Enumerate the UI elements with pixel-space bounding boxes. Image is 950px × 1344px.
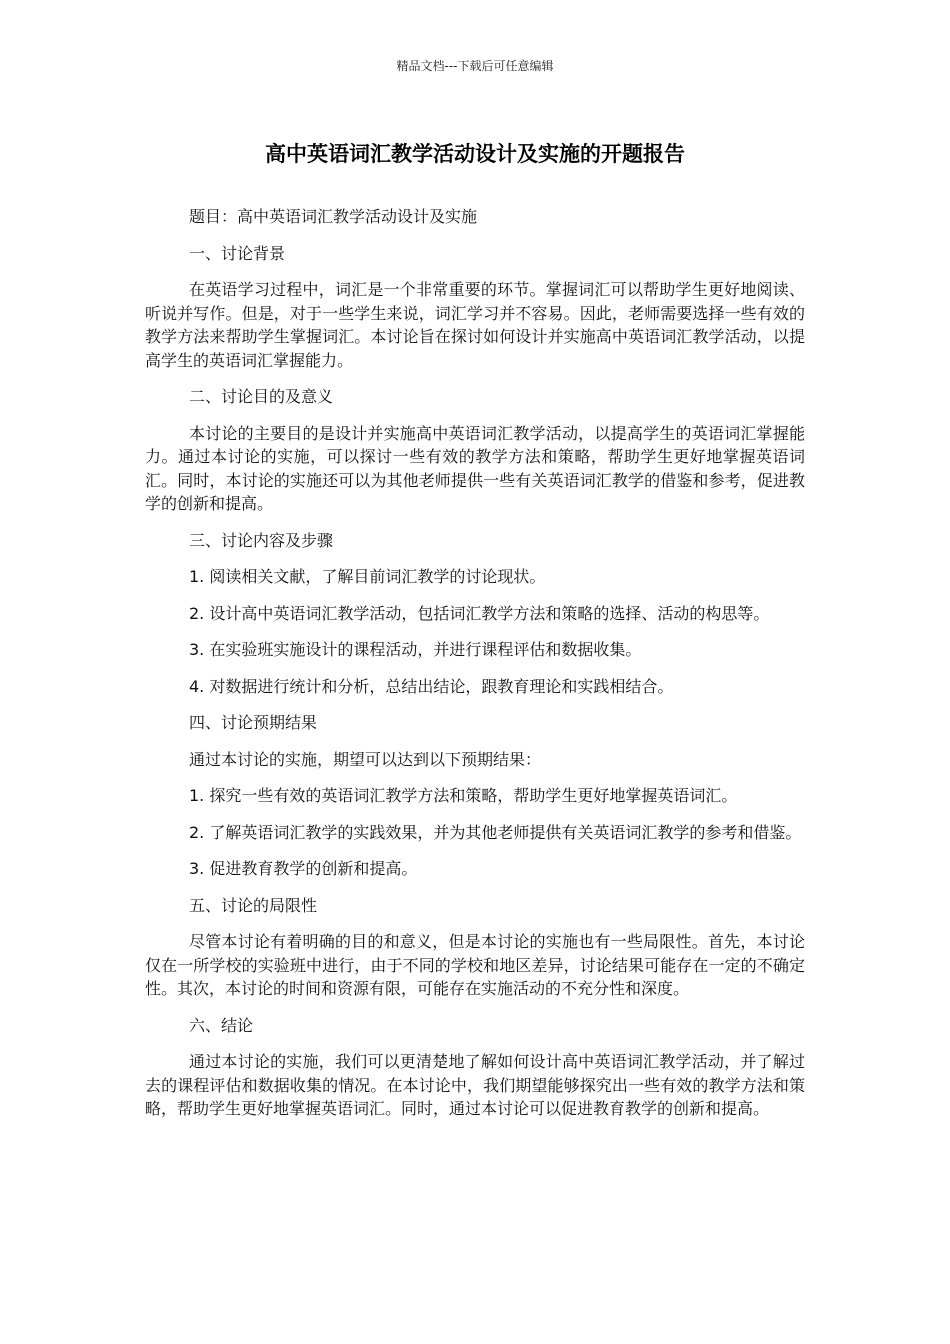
section-heading-limitations: 五、讨论的局限性 [189, 895, 318, 915]
list-item-result-3: 3. 促进教育教学的创新和提高。 [189, 859, 418, 878]
section-heading-conclusion: 六、结论 [189, 1015, 254, 1035]
document-title: 高中英语词汇教学活动设计及实施的开题报告 [265, 142, 685, 166]
list-item-step-4: 4. 对数据进行统计和分析，总结出结论，跟教育理论和实践相结合。 [189, 676, 674, 696]
list-item-step-3: 3. 在实验班实施设计的课程活动，并进行课程评估和数据收集。 [189, 640, 642, 659]
section-heading-background: 一、讨论背景 [189, 243, 286, 263]
topic-line: 题目：高中英语词汇教学活动设计及实施 [189, 207, 478, 226]
paragraph-expected-intro: 通过本讨论的实施，期望可以达到以下预期结果： [189, 749, 542, 769]
paragraph-background: 在英语学习过程中，词汇是一个非常重要的环节。掌握词汇可以帮助学生更好地阅读、听说并写作。但是，对于一些学生来说，词汇学习并不容易。因此，老师需要选择一些有效的教学方法来帮助学生掌握词汇。本讨论旨在探讨如何设计并实施高中英语词汇教学活动，以提高学生的英语词汇掌握能力。 [145, 280, 805, 370]
header-note: 精品文档---下载后可任意编辑 [396, 59, 554, 73]
section-heading-content-steps: 三、讨论内容及步骤 [189, 530, 334, 550]
list-item-step-1: 1. 阅读相关文献，了解目前词汇教学的讨论现状。 [189, 567, 546, 586]
section-heading-expected-results: 四、讨论预期结果 [189, 713, 318, 732]
paragraph-purpose: 本讨论的主要目的是设计并实施高中英语词汇教学活动，以提高学生的英语词汇掌握能力。通过本讨论的实施，可以探讨一些有效的教学方法和策略，帮助学生更好地掌握英语词汇。同时，本讨论的实施还可以为其他老师提供一些有关英语词汇教学的借鉴和参考，促进教学的创新和提高。 [145, 423, 805, 513]
document-body [145, 205, 805, 1134]
list-item-step-2: 2. 设计高中英语词汇教学活动，包括词汇教学方法和策略的选择、活动的构思等。 [189, 603, 770, 623]
section-heading-purpose: 二、讨论目的及意义 [189, 387, 334, 406]
list-item-result-2: 2. 了解英语词汇教学的实践效果，并为其他老师提供有关英语词汇教学的参考和借鉴。 [189, 822, 802, 842]
paragraph-limitations: 尽管本讨论有着明确的目的和意义，但是本讨论的实施也有一些局限性。首先，本讨论仅在一所学校的实验班中进行，由于不同的学校和地区差异，讨论结果可能存在一定的不确定性。其次，本讨论的时间和资源有限，可能存在实施活动的不充分性和深度。 [145, 932, 805, 998]
paragraph-conclusion: 通过本讨论的实施，我们可以更清楚地了解如何设计高中英语词汇教学活动，并了解过去的课程评估和数据收集的情况。在本讨论中，我们期望能够探究出一些有效的教学方法和策略，帮助学生更好地掌握英语词汇。同时，通过本讨论可以促进教育教学的创新和提高。 [145, 1052, 805, 1118]
list-item-result-1: 1. 探究一些有效的英语词汇教学方法和策略，帮助学生更好地掌握英语词汇。 [189, 786, 738, 805]
